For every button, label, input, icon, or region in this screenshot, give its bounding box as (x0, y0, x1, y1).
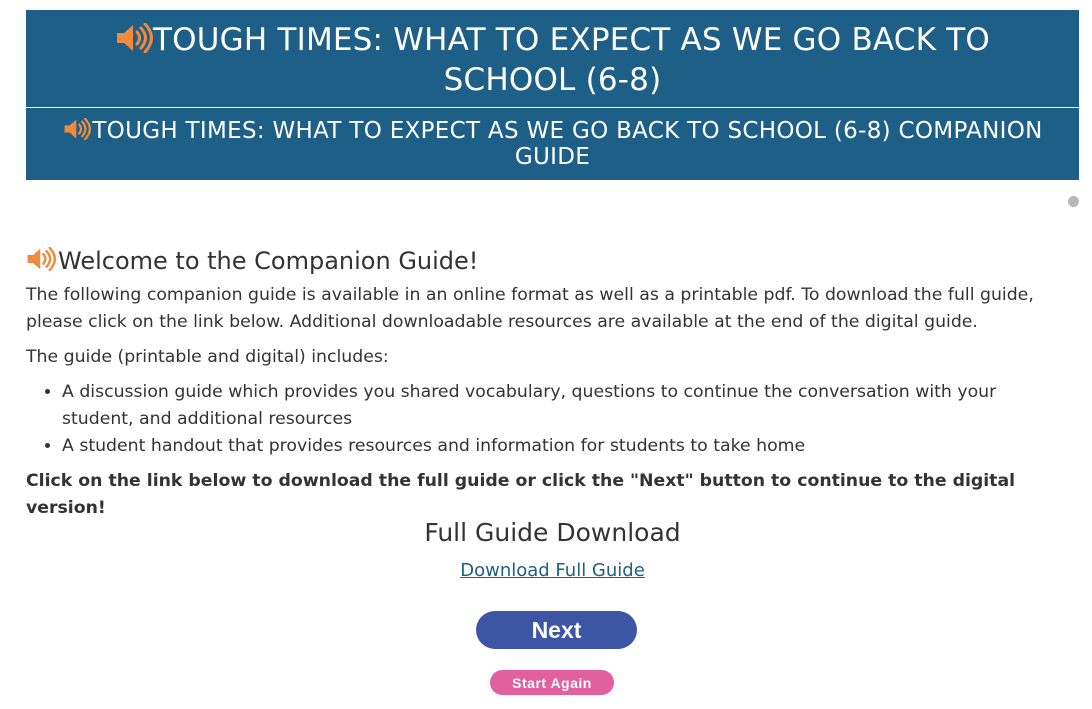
welcome-heading (26, 244, 1066, 278)
cta-text: Click on the link below to download the full guide or click the "Next" button to continue to the digital version! (26, 471, 1016, 518)
download-full-guide-link[interactable]: Download Full Guide (460, 560, 645, 581)
download-link-wrap (26, 557, 1079, 585)
includes-label: The guide (printable and digital) includes: (26, 347, 389, 367)
includes-list (26, 379, 1066, 460)
list-item: • A discussion guide which provides you shared vocabulary, questions to continue the conversation with your student, and additional resources (62, 379, 1066, 433)
title-banner (26, 10, 1079, 107)
start-again-button[interactable]: Start Again (490, 670, 614, 695)
main-content (26, 244, 1066, 522)
next-button[interactable]: Next (476, 611, 637, 649)
speaker-icon[interactable] (62, 118, 92, 144)
speaker-icon[interactable] (115, 20, 153, 60)
main-title (115, 22, 990, 98)
sub-title-text: TOUGH TIMES: WHAT TO EXPECT AS WE GO BACK TO SCHOOL (6-8) COMPANION GUIDE (92, 118, 1043, 170)
intro-paragraph: The following companion guide is available in an online format as well as a printable pdf. To download the full guide, please click on the link below. Additional downloadable resources are available at the end of the digital guide. (26, 285, 1034, 332)
subtitle-banner (26, 108, 1079, 180)
download-heading: Full Guide Download (424, 518, 681, 547)
scroll-indicator[interactable] (1068, 196, 1079, 207)
list-item: • A student handout that provides resources and information for students to take home (62, 433, 1066, 460)
welcome-heading-text: Welcome to the Companion Guide! (58, 247, 479, 275)
speaker-icon[interactable] (26, 244, 58, 278)
main-title-text: TOUGH TIMES: WHAT TO EXPECT AS WE GO BACK TO SCHOOL (6-8) (153, 22, 990, 98)
sub-title (62, 118, 1042, 170)
